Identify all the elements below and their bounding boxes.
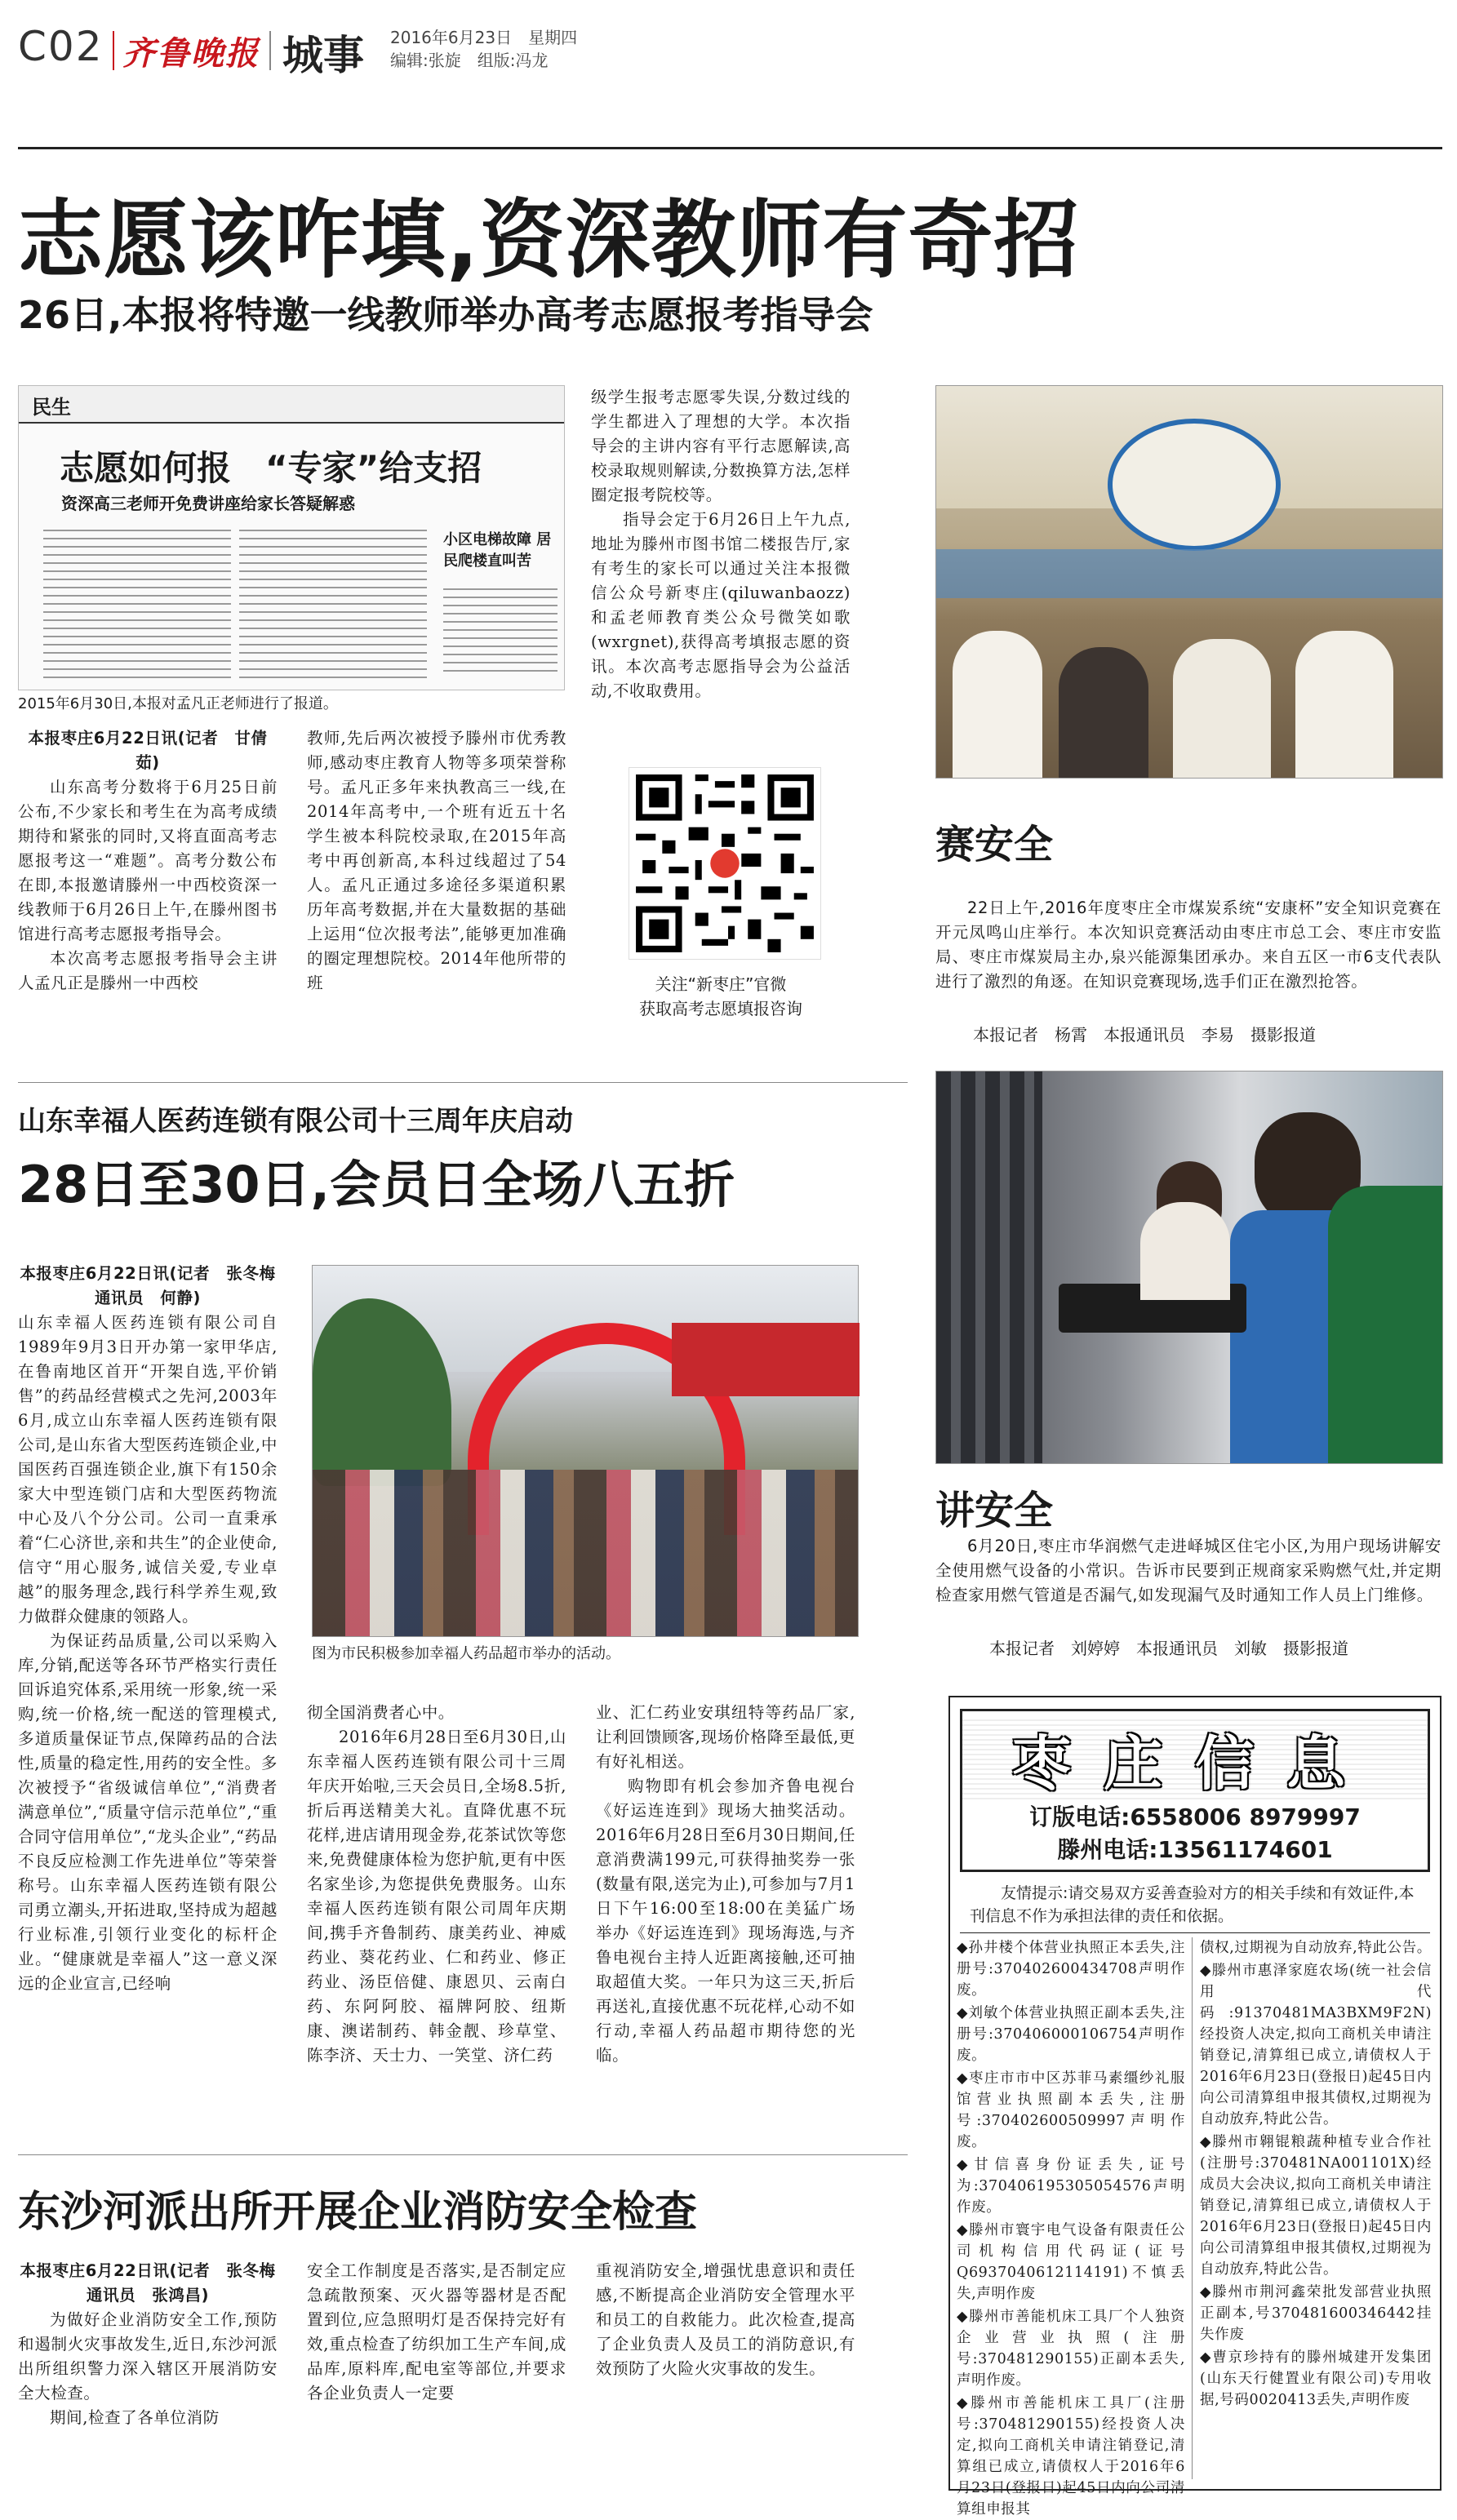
gas-credit: 本报记者 刘婷婷 本报通讯员 刘敏 摄影报道 bbox=[989, 1639, 1348, 1658]
section-rule-pharmacy bbox=[18, 1082, 908, 1083]
notice-item: ◆甘信喜身份证丢失,证号为:370406195305054576声明作废。 bbox=[957, 2157, 1185, 2216]
fire-column-3 bbox=[596, 2259, 855, 2471]
masthead-rule bbox=[18, 147, 1442, 149]
gas-body: 6月20日,枣庄市华润燃气走进峄城区住宅小区,为用户现场讲解安全使用燃气设备的小常识。告诉市民要到正规商家采购燃气灶,并定期检查家用燃气管道是否漏气,如发现漏气及时通知工作人员上门维修。 bbox=[935, 1537, 1441, 1604]
lead-byline: 本报枣庄6月22日讯(记者 甘倩茹) bbox=[28, 729, 268, 772]
pharmacy-col1a-text: 山东幸福人医药连锁有限公司自1989年9月3日开办第一家甲华店,在鲁南地区首开“开架自选,平价销售”的药品经营模式之先河,2003年6月,成立山东幸福人医药连锁有限公司,是山东省大型医药连锁企业,中国医药百强连锁企业,旗下有150余家大中型连锁门店和大型医药物流中心及八个分公司。公司一直秉承着“仁心济世,亲和共生”的企业使命,信守“用心服务,诚信关爱,专业卓越”的服务理念,践行科学养生观,致力做群众健康的领路人。 bbox=[18, 1313, 278, 1626]
fire-col1b-text: 期间,检查了各单位消防 bbox=[50, 2408, 220, 2427]
pharmacy-byline: 本报枣庄6月22日讯(记者 张冬梅 通讯员 何静) bbox=[20, 1264, 292, 1307]
paper-logo: 齐鲁晚报 bbox=[122, 34, 260, 73]
notice-title: 枣庄信息 bbox=[962, 1716, 1428, 1801]
clipping-text-block bbox=[43, 523, 231, 678]
notice-item: ◆滕州市善能机床工具厂(注册号:370481290155)经投资人决定,拟向工商机关申请注销登记,清算组已成立,请债权人于2016年6月23日(登报日)起45日内向公司清算组申报其 bbox=[957, 2395, 1185, 2518]
section-rule-fire bbox=[18, 2154, 908, 2155]
lead-subhead: 26日,本报将特邀一线教师举办高考志愿报考指导会 bbox=[18, 293, 873, 337]
qr-code bbox=[629, 767, 821, 960]
pharmacy-column-3 bbox=[596, 1701, 855, 2141]
fire-column-1 bbox=[18, 2259, 292, 2471]
lead-col1-text: 山东高考分数将于6月25日前公布,不少家长和考生在为高考成绩期待和紧张的同时,又将直面高考志愿报考这一“难题”。高考分数公布在即,本报邀请滕州一中西校资深一线教师于6月26日上午,在滕州图书馆进行高考志愿报考指导会。 bbox=[18, 778, 278, 943]
lead-col2-text: 教师,先后两次被授予滕州市优秀教师,感动枣庄教育人物等多项荣誉称号。孟凡正多年来执教高三一线,在2014年高考中,一个班有近五十名学生被本科院校录取,在2015年高考中再创新高,本科过线超过了54人。孟凡正通过多途径多渠道积累历年高考数据,并在大量数据的基础上运用“位次报考法”,能够更加准确的圈定理想院校。2014年他所带的班 bbox=[307, 729, 566, 992]
notice-item: ◆滕州市善能机床工具厂个人独资企业营业执照(注册号:370481290155)正副本丢失,声明作废。 bbox=[957, 2309, 1185, 2389]
masthead-divider-2 bbox=[269, 31, 271, 70]
clipping-caption: 2015年6月30日,本报对孟凡正老师进行了报道。 bbox=[18, 695, 338, 712]
masthead-divider-1 bbox=[113, 31, 114, 70]
clipping-title: 志愿如何报 “专家”给支招 bbox=[60, 448, 482, 488]
pharmacy-column-2 bbox=[307, 1701, 566, 2141]
clipping-side-head: 小区电梯故障 居民爬楼直叫苦 bbox=[443, 531, 552, 570]
contest-credit: 本报记者 杨霄 本报通讯员 李易 摄影报道 bbox=[973, 1025, 1316, 1045]
contest-headline: 赛安全 bbox=[935, 822, 1054, 867]
pharmacy-photo-caption: 图为市民积极参加幸福人药品超市举办的活动。 bbox=[312, 1645, 620, 1662]
fire-headline: 东沙河派出所开展企业消防安全检查 bbox=[18, 2188, 698, 2237]
lead-column-2 bbox=[307, 726, 566, 1030]
notice-divider bbox=[960, 1932, 1430, 1933]
lead-column-3 bbox=[591, 385, 851, 769]
pharmacy-photo bbox=[312, 1265, 859, 1637]
contest-body: 22日上午,2016年度枣庄全市煤炭系统“安康杯”安全知识竞赛在开元凤鸣山庄举行。本次知识竞赛活动由枣庄市总工会、枣庄市安监局、枣庄市煤炭局主办,泉兴能源集团承办。来自五区一市6支代表队进行了激烈的角逐。在知识竞赛现场,选手们正在激烈抢答。 bbox=[935, 898, 1441, 991]
pharmacy-kicker: 山东幸福人医药连锁有限公司十三周年庆启动 bbox=[18, 1105, 573, 1138]
notice-item: ◆滕州市翱锟粮蔬种植专业合作社(注册号:370481NA001101X)经成员大会决议,拟向工商机关申请注销登记,清算组已成立,请债权人于2016年6月23日(登报日)起45日内向公司清算组申报其债权,过期视为自动放弃,特此公告。 bbox=[1200, 2134, 1432, 2278]
notice-box bbox=[948, 1696, 1441, 2518]
notice-header bbox=[960, 1709, 1430, 1872]
notice-item: ◆滕州市荆河鑫荣批发部营业执照正副本,号370481600346442挂失作废 bbox=[1200, 2284, 1432, 2343]
qr-caption-2: 获取高考志愿填报咨询 bbox=[639, 999, 802, 1018]
pharmacy-column-1 bbox=[18, 1262, 292, 1993]
notice-tip: 友情提示:请交易双方妥善查验对方的相关手续和有效证件,本刊信息不作为承担法律的责任和依据。 bbox=[970, 1884, 1415, 1925]
notice-item: ◆刘敏个体营业执照正副本丢失,注册号:370406000106754声明作废。 bbox=[957, 2005, 1185, 2064]
lead-column-1 bbox=[18, 726, 278, 1030]
clipping-section: 民生 bbox=[32, 396, 71, 419]
notice-list-left bbox=[957, 1937, 1185, 2518]
pharmacy-col2b-text: 2016年6月28日至6月30日,山东幸福人医药连锁有限公司十三周年庆开始啦,三天会员日,全场8.5折,折后再送精美大礼。直降优惠不玩花样,进店请用现金券,花茶试饮等您来,免费健康体检为您护航,更有中医名家坐诊,为您提供免费服务。山东幸福人医药连锁有限公司周年庆期间,携手齐鲁制药、康美药业、神威药业、葵花药业、仁和药业、修正药业、汤臣倍健、康恩贝、云南白药、东阿阿胶、福牌阿胶、纽斯康、澳诺制药、韩金靓、珍草堂、陈李济、天士力、一笑堂、济仁药 bbox=[307, 1728, 566, 2065]
notice-phone-2: 滕州电话:13561174601 bbox=[1057, 1836, 1333, 1863]
fire-col2-text: 安全工作制度是否落实,是否制定应急疏散预案、灭火器等器材是否配置到位,应急照明灯是否保持完好有效,重点检查了纺织加工生产车间,成品库,原料库,配电室等部位,并要求各企业负责人一定要 bbox=[307, 2261, 566, 2402]
lead-col1b-text: 本次高考志愿报考指导会主讲人孟凡正是滕州一中西校 bbox=[18, 949, 278, 992]
fire-column-2 bbox=[307, 2259, 566, 2471]
fire-byline: 本报枣庄6月22日讯(记者 张冬梅 通讯员 张鸿昌) bbox=[20, 2261, 292, 2305]
clipping-text-block bbox=[239, 523, 427, 678]
qr-code-graphic bbox=[629, 768, 820, 959]
qr-caption-1: 关注“新枣庄”官微 bbox=[655, 974, 787, 994]
notice-item: ◆枣庄市市中区苏菲马素缰纱礼服馆营业执照副本丢失,注册号:370402600509997声明作废。 bbox=[957, 2070, 1185, 2150]
pharmacy-col3b-text: 购物即有机会参加齐鲁电视台《好运连连到》现场大抽奖活动。2016年6月28日至6月30日期间,任意消费满199元,可获得抽奖券一张(数量有限,送完为止),可参加与7月1日下午16:00至18:00在美猛广场举办《好运连连到》现场海选,与齐鲁电视台主持人近距离接触,还可抽取超值大奖。一年只为这三天,折后再送礼,直接优惠不玩花样,心动不如行动,幸福人药品超市期待您的光临。 bbox=[596, 1777, 855, 2065]
lead-col3b-text: 指导会定于6月26日上午九点,地址为滕州市图书馆二楼报告厅,家有考生的家长可以通过关注本报微信公众号新枣庄(qiluwanbaozz)和孟老师教育类公众号微笑如歌(wxrgnet),获得高考填报志愿的资讯。本次高考志愿指导会为公益活动,不收取费用。 bbox=[591, 510, 851, 700]
pharmacy-col3a-text: 业、汇仁药业安琪纽特等药品厂家,让利回馈顾客,现场价格降至最低,更有好礼相送。 bbox=[596, 1703, 855, 1771]
editors: 编辑:张旋 组版:冯龙 bbox=[390, 51, 549, 70]
gas-safety-photo bbox=[935, 1071, 1443, 1464]
contest-photo bbox=[935, 385, 1443, 779]
gas-headline: 讲安全 bbox=[935, 1488, 1054, 1533]
pharmacy-headline: 28日至30日,会员日全场八五折 bbox=[18, 1155, 735, 1214]
notice-item: ◆滕州市惠泽家庭农场(统一社会信用代码:91370481MA3BXM9F2N)经投资人决定,拟向工商机关申请注销登记,清算组已成立,请债权人于2016年6月23日(登报日)起45日内向公司清算组申报其债权,过期视为自动放弃,特此公告。 bbox=[1200, 1963, 1432, 2127]
fire-col3-text: 重视消防安全,增强忧患意识和责任感,不断提高企业消防安全管理水平和员工的自救能力。此次检查,提高了企业负责人及员工的消防意识,有效预防了火险火灾事故的发生。 bbox=[596, 2261, 855, 2378]
fire-col1-text: 为做好企业消防安全工作,预防和遏制火灾事故发生,近日,东沙河派出所组织警力深入辖区开展消防安全大检查。 bbox=[18, 2310, 278, 2402]
notice-column-divider bbox=[1192, 1937, 1193, 2479]
clipping-text-block bbox=[443, 582, 557, 678]
notice-item: ◆滕州市寰宇电气设备有限责任公司机构信用代码证(证号Q6937040612114191)不慎丢失,声明作废 bbox=[957, 2222, 1185, 2302]
pharmacy-col2a-text: 彻全国消费者心中。 bbox=[307, 1703, 455, 1722]
notice-item: 债权,过期视为自动放弃,特此公告。 bbox=[1200, 1940, 1432, 1956]
notice-item: ◆孙井楼个体营业执照正本丢失,注册号:370402600434708声明作废。 bbox=[957, 1940, 1185, 1999]
notice-phone-1: 订版电话:6558006 8979997 bbox=[1029, 1803, 1361, 1830]
pharmacy-col1b-text: 为保证药品质量,公司以采购入库,分销,配送等各环节严格实行责任回诉追究体系,采用统一形象,统一采购,统一价格,统一配送的管理模式,多道质量保证节点,保障药品的合法性,质量的稳定性,用药的安全性。多次被授予“省级诚信单位”,“消费者满意单位”,“质量守信示范单位”,“重合同守信用单位”,“龙头企业”,“药品不良反应检测工作先进单位”等荣誉称号。山东幸福人医药连锁有限公司勇立潮头,开拓进取,坚持成为超越行业标准,引领行业变化的标杆企业。“健康就是幸福人”这一意义深远的企业宣言,已经响 bbox=[18, 1631, 278, 1993]
notice-item: ◆曹京珍持有的滕州城建开发集团(山东天行健置业有限公司)专用收据,号码0020413丢失,声明作废 bbox=[1200, 2349, 1432, 2408]
page-code: C02 bbox=[18, 23, 104, 70]
lead-headline: 志愿该咋填,资深教师有奇招 bbox=[18, 190, 1080, 290]
notice-list-right bbox=[1200, 1937, 1432, 2484]
archive-clipping bbox=[18, 385, 565, 690]
issue-date: 2016年6月23日 星期四 bbox=[390, 28, 578, 47]
section-name: 城事 bbox=[282, 32, 364, 79]
clipping-subtitle: 资深高三老师开免费讲座给家长答疑解惑 bbox=[61, 494, 355, 513]
lead-col3a-text: 级学生报考志愿零失误,分数过线的学生都进入了理想的大学。本次指导会的主讲内容有平行志愿解读,高校录取规则解读,分数换算方法,怎样圈定报考院校等。 bbox=[591, 388, 851, 504]
